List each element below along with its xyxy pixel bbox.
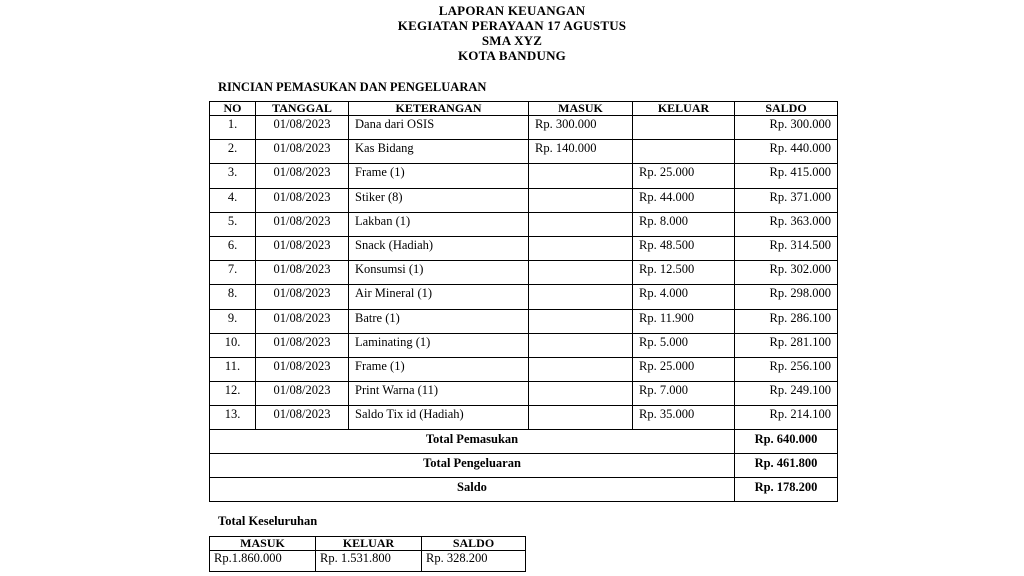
transactions-table bbox=[209, 101, 838, 502]
cell-keterangan: Saldo Tix id (Hadiah) bbox=[349, 406, 529, 430]
cell-no: 12. bbox=[210, 382, 256, 406]
overall-masuk-value: Rp.1.860.000 bbox=[210, 551, 316, 572]
cell-keterangan: Konsumsi (1) bbox=[349, 261, 529, 285]
cell-masuk bbox=[529, 357, 633, 381]
cell-tanggal: 01/08/2023 bbox=[256, 333, 349, 357]
cell-no: 5. bbox=[210, 212, 256, 236]
cell-masuk bbox=[529, 333, 633, 357]
cell-tanggal: 01/08/2023 bbox=[256, 188, 349, 212]
total-pengeluaran-row bbox=[210, 454, 838, 478]
cell-no: 9. bbox=[210, 309, 256, 333]
column-header-no: NO bbox=[210, 102, 256, 116]
cell-saldo: Rp. 363.000 bbox=[735, 212, 838, 236]
cell-saldo: Rp. 214.100 bbox=[735, 406, 838, 430]
cell-keterangan: Frame (1) bbox=[349, 357, 529, 381]
cell-no: 3. bbox=[210, 164, 256, 188]
cell-masuk bbox=[529, 188, 633, 212]
cell-keluar bbox=[633, 140, 735, 164]
overall-header-masuk: MASUK bbox=[210, 537, 316, 551]
cell-tanggal: 01/08/2023 bbox=[256, 406, 349, 430]
cell-keluar: Rp. 48.500 bbox=[633, 236, 735, 260]
cell-keluar: Rp. 35.000 bbox=[633, 406, 735, 430]
cell-no: 10. bbox=[210, 333, 256, 357]
cell-keluar: Rp. 25.000 bbox=[633, 357, 735, 381]
table-row bbox=[210, 116, 838, 140]
cell-no: 4. bbox=[210, 188, 256, 212]
report-event: KEGIATAN PERAYAAN 17 AGUSTUS bbox=[397, 18, 627, 33]
saldo-value: Rp. 178.200 bbox=[735, 478, 838, 502]
cell-tanggal: 01/08/2023 bbox=[256, 140, 349, 164]
table-row bbox=[210, 285, 838, 309]
table-row bbox=[210, 140, 838, 164]
total-pemasukan-label: Total Pemasukan bbox=[210, 430, 735, 454]
overall-keluar-value: Rp. 1.531.800 bbox=[316, 551, 422, 572]
cell-saldo: Rp. 300.000 bbox=[735, 116, 838, 140]
cell-tanggal: 01/08/2023 bbox=[256, 309, 349, 333]
cell-saldo: Rp. 302.000 bbox=[735, 261, 838, 285]
cell-tanggal: 01/08/2023 bbox=[256, 382, 349, 406]
cell-keluar bbox=[633, 116, 735, 140]
cell-saldo: Rp. 440.000 bbox=[735, 140, 838, 164]
cell-keluar: Rp. 8.000 bbox=[633, 212, 735, 236]
cell-tanggal: 01/08/2023 bbox=[256, 285, 349, 309]
cell-tanggal: 01/08/2023 bbox=[256, 261, 349, 285]
table-row bbox=[210, 236, 838, 260]
total-pengeluaran-label: Total Pengeluaran bbox=[210, 454, 735, 478]
cell-saldo: Rp. 298.000 bbox=[735, 285, 838, 309]
report-title: LAPORAN KEUANGAN bbox=[438, 3, 586, 18]
report-header bbox=[0, 3, 1024, 63]
cell-no: 7. bbox=[210, 261, 256, 285]
column-header-keluar: KELUAR bbox=[633, 102, 735, 116]
overall-saldo-value: Rp. 328.200 bbox=[422, 551, 526, 572]
cell-keterangan: Laminating (1) bbox=[349, 333, 529, 357]
table-row bbox=[210, 212, 838, 236]
column-header-masuk: MASUK bbox=[529, 102, 633, 116]
cell-masuk: Rp. 140.000 bbox=[529, 140, 633, 164]
cell-keluar: Rp. 4.000 bbox=[633, 285, 735, 309]
overall-header-keluar: KELUAR bbox=[316, 537, 422, 551]
cell-masuk bbox=[529, 164, 633, 188]
cell-keterangan: Lakban (1) bbox=[349, 212, 529, 236]
saldo-label: Saldo bbox=[210, 478, 735, 502]
cell-keterangan: Batre (1) bbox=[349, 309, 529, 333]
cell-keluar: Rp. 5.000 bbox=[633, 333, 735, 357]
cell-keterangan: Kas Bidang bbox=[349, 140, 529, 164]
cell-tanggal: 01/08/2023 bbox=[256, 116, 349, 140]
table-row bbox=[210, 261, 838, 285]
total-pemasukan-value: Rp. 640.000 bbox=[735, 430, 838, 454]
table-row bbox=[210, 406, 838, 430]
column-header-tanggal: TANGGAL bbox=[256, 102, 349, 116]
cell-keterangan: Stiker (8) bbox=[349, 188, 529, 212]
table-row bbox=[210, 357, 838, 381]
cell-masuk bbox=[529, 309, 633, 333]
cell-masuk bbox=[529, 236, 633, 260]
cell-keluar: Rp. 12.500 bbox=[633, 261, 735, 285]
cell-keluar: Rp. 25.000 bbox=[633, 164, 735, 188]
cell-masuk bbox=[529, 261, 633, 285]
cell-keluar: Rp. 11.900 bbox=[633, 309, 735, 333]
cell-masuk bbox=[529, 285, 633, 309]
cell-tanggal: 01/08/2023 bbox=[256, 357, 349, 381]
cell-saldo: Rp. 286.100 bbox=[735, 309, 838, 333]
cell-tanggal: 01/08/2023 bbox=[256, 164, 349, 188]
total-pemasukan-row bbox=[210, 430, 838, 454]
overall-header-row bbox=[210, 537, 526, 551]
cell-saldo: Rp. 249.100 bbox=[735, 382, 838, 406]
cell-saldo: Rp. 314.500 bbox=[735, 236, 838, 260]
table-row bbox=[210, 188, 838, 212]
cell-masuk bbox=[529, 406, 633, 430]
report-city: KOTA BANDUNG bbox=[458, 48, 566, 63]
cell-keterangan: Air Mineral (1) bbox=[349, 285, 529, 309]
overall-table bbox=[209, 536, 526, 572]
cell-saldo: Rp. 415.000 bbox=[735, 164, 838, 188]
cell-no: 11. bbox=[210, 357, 256, 381]
cell-keterangan: Dana dari OSIS bbox=[349, 116, 529, 140]
column-header-keterangan: KETERANGAN bbox=[349, 102, 529, 116]
cell-masuk bbox=[529, 382, 633, 406]
cell-saldo: Rp. 281.100 bbox=[735, 333, 838, 357]
cell-no: 6. bbox=[210, 236, 256, 260]
table-row bbox=[210, 382, 838, 406]
total-pengeluaran-value: Rp. 461.800 bbox=[735, 454, 838, 478]
cell-saldo: Rp. 371.000 bbox=[735, 188, 838, 212]
column-header-saldo: SALDO bbox=[735, 102, 838, 116]
table-row bbox=[210, 333, 838, 357]
cell-keluar: Rp. 7.000 bbox=[633, 382, 735, 406]
cell-no: 13. bbox=[210, 406, 256, 430]
cell-tanggal: 01/08/2023 bbox=[256, 236, 349, 260]
cell-keluar: Rp. 44.000 bbox=[633, 188, 735, 212]
cell-no: 8. bbox=[210, 285, 256, 309]
cell-masuk bbox=[529, 212, 633, 236]
cell-keterangan: Print Warna (11) bbox=[349, 382, 529, 406]
table-row bbox=[210, 164, 838, 188]
table-row bbox=[210, 309, 838, 333]
report-school: SMA XYZ bbox=[481, 33, 543, 48]
cell-tanggal: 01/08/2023 bbox=[256, 212, 349, 236]
overall-title: Total Keseluruhan bbox=[218, 514, 318, 528]
table-header-row bbox=[210, 102, 838, 116]
overall-header-saldo: SALDO bbox=[422, 537, 526, 551]
overall-values-row bbox=[210, 551, 526, 572]
cell-masuk: Rp. 300.000 bbox=[529, 116, 633, 140]
cell-saldo: Rp. 256.100 bbox=[735, 357, 838, 381]
cell-keterangan: Frame (1) bbox=[349, 164, 529, 188]
cell-no: 2. bbox=[210, 140, 256, 164]
saldo-row bbox=[210, 478, 838, 502]
section-title: RINCIAN PEMASUKAN DAN PENGELUARAN bbox=[218, 80, 487, 94]
cell-no: 1. bbox=[210, 116, 256, 140]
cell-keterangan: Snack (Hadiah) bbox=[349, 236, 529, 260]
